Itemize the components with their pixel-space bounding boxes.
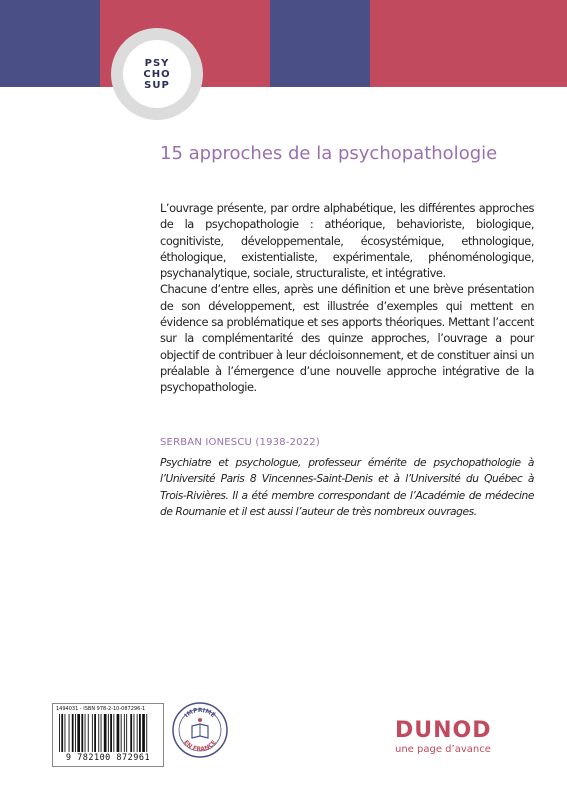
author-bio: Psychiatre et psychologue, professeur émérite de psychopathologie à l’Université Paris 8 Vincennes-Saint-Denis et à l’Université du Québec à Trois-Rivières. Il a été membre correspondant de l’Académie de médecine de Roumanie et il est aussi l’auteur de très nombreux ouvrages.	[160, 456, 534, 518]
description-paragraph-1: L’ouvrage présente, par ordre alphabétique, les différentes approches de la psychopathologie : athéorique, behavioriste, biologique, cognitiviste, développementale, écosystémique, ethnologique, éthologique, existentialiste, expérimentale, phénoménologique, psychanalytique, sociale, structuraliste, et intégrative.	[160, 201, 534, 281]
header-band-blue-2	[270, 0, 370, 87]
barcode-digits: 9 782100 872961	[65, 753, 151, 763]
book-description	[160, 200, 534, 396]
publisher-name: DUNOD	[395, 718, 492, 743]
header-band-blue-1	[0, 0, 100, 87]
stamp-bottom-text: EN FRANCE	[182, 739, 218, 754]
stamp-top-text: IMPRIMÉ	[183, 706, 217, 720]
barcode-block	[52, 703, 164, 767]
author-name: SERBAN IONESCU (1938-2022)	[160, 437, 320, 448]
collection-logo-disc	[123, 40, 191, 108]
isbn-line: 1494031 - ISBN 978-2-10-087296-1	[56, 706, 146, 712]
barcode-icon	[57, 714, 159, 752]
logo-line-2: CHO	[143, 68, 171, 80]
publisher-tagline: une page d’avance	[395, 744, 491, 755]
description-paragraph-2: Chacune d’entre elles, après une définition et une brève présentation de son développement, est illustrée d’exemples qui mettent en évidence sa problématique et ses apports théoriques. Mettant l’accent sur la complémentarité des quinze approches, l’ouvrage a pour objectif de contribuer à leur décloisonnement, et de constituer ainsi un préalable à l’émergence d’une nouvelle approche intégrative de la psychopathologie.	[160, 282, 534, 395]
logo-line-1: PSY	[144, 57, 170, 69]
collection-logo	[111, 28, 203, 120]
publisher-logo	[395, 719, 515, 756]
logo-line-3: SUP	[144, 79, 170, 91]
imprime-en-france-stamp	[172, 702, 228, 758]
book-title: 15 approches de la psychopathologie	[160, 143, 498, 164]
header-band-red-2	[370, 0, 567, 87]
